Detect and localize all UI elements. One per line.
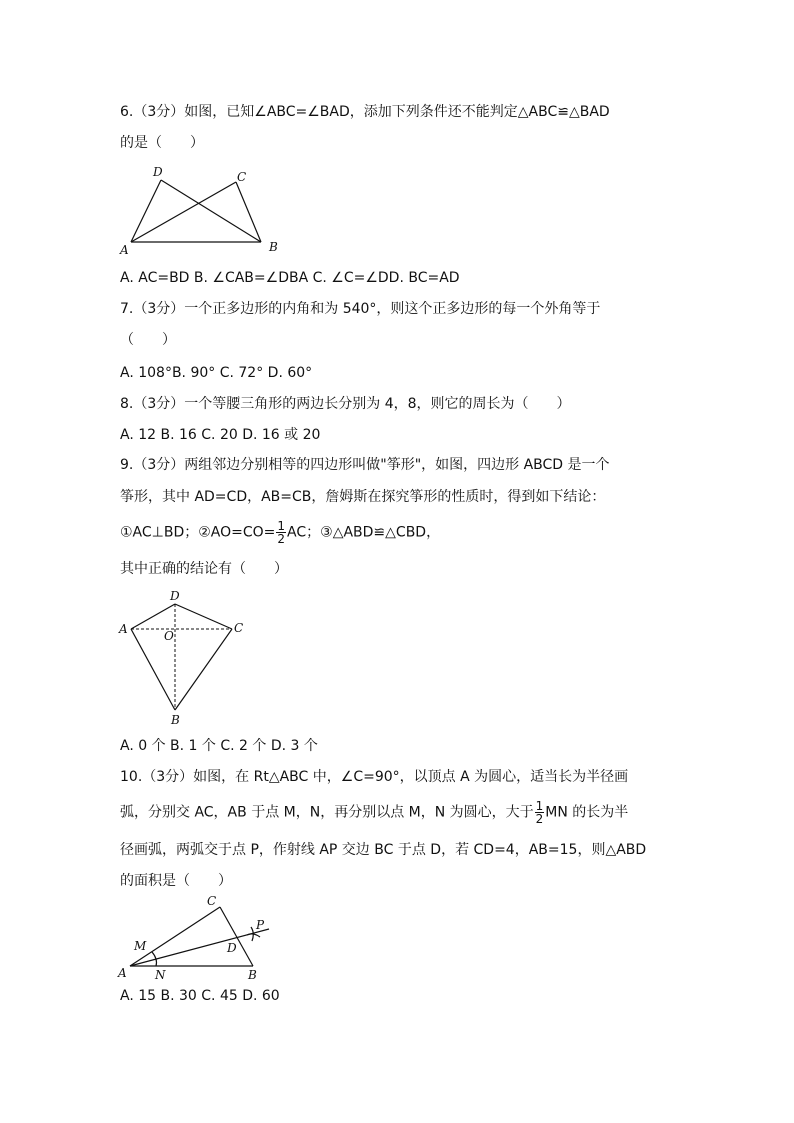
q10-label-d: D — [227, 941, 237, 955]
q9-label-d: D — [170, 589, 180, 603]
q9-conclusions-part1: ①AC⊥BD；②AO=CO= — [120, 524, 276, 541]
q9-stem-line1: 9.（3分）两组邻边分别相等的四边形叫做"筝形"，如图，四边形 ABCD 是一个 — [120, 457, 610, 473]
q6-stem-line2: 的是（ ） — [120, 135, 204, 151]
q10-stem-line3: 径画弧，两弧交于点 P，作射线 AP 交边 BC 于点 D，若 CD=4，AB=15，则△ABD — [120, 842, 647, 858]
q9-figure — [115, 587, 255, 727]
q6-label-d: D — [153, 165, 163, 179]
q10-stem-line1: 10.（3分）如图，在 Rt△ABC 中，∠C=90°，以顶点 A 为圆心，适当长为半径画 — [120, 769, 629, 785]
q10-label-c: C — [207, 894, 217, 908]
q6-label-c: C — [237, 170, 247, 184]
q10-label-a: A — [118, 966, 127, 980]
q9-stem-line4: 其中正确的结论有（ ） — [120, 561, 288, 577]
q10-stem-line2 — [120, 800, 628, 825]
q6-figure — [115, 163, 290, 258]
q10-label-n: N — [155, 968, 166, 982]
q10-label-b: B — [248, 968, 257, 982]
q10-stem-line4: 的面积是（ ） — [120, 873, 232, 889]
q10-figure — [115, 893, 280, 988]
q8-options: A. 12 B. 16 C. 20 D. 16 或 20 — [120, 427, 321, 443]
q10-fraction — [535, 800, 545, 825]
q9-frac-num: 1 — [277, 519, 286, 533]
q10-frac-den: 2 — [535, 812, 544, 826]
q8-stem: 8.（3分）一个等腰三角形的两边长分别为 4，8，则它的周长为（ ） — [120, 396, 571, 412]
q9-fraction — [276, 520, 286, 545]
q9-frac-den: 2 — [277, 532, 286, 546]
q10-frac-num: 1 — [535, 799, 544, 813]
q10-label-m: M — [134, 939, 147, 953]
q9-conclusions-part2: AC；③△ABD≌△CBD， — [287, 524, 441, 541]
q6-options: A. AC=BD B. ∠CAB=∠DBA C. ∠C=∠DD. BC=AD — [120, 270, 460, 286]
q7-stem-line2: （ ） — [120, 332, 176, 348]
q10-stem-line2-part1: 弧，分别交 AC，AB 于点 M，N，再分别以点 M，N 为圆心，大于 — [120, 804, 534, 821]
q6-stem-line1: 6.（3分）如图，已知∠ABC=∠BAD，添加下列条件还不能判定△ABC≌△BAD — [120, 104, 610, 120]
q6-label-b: B — [269, 240, 278, 254]
q9-label-c: C — [234, 621, 244, 635]
q9-stem-line2: 筝形，其中 AD=CD，AB=CB，詹姆斯在探究筝形的性质时，得到如下结论： — [120, 489, 606, 505]
q10-options: A. 15 B. 30 C. 45 D. 60 — [120, 988, 280, 1004]
q9-label-b: B — [171, 713, 180, 727]
q7-options: A. 108°B. 90° C. 72° D. 60° — [120, 365, 313, 381]
q7-stem-line1: 7.（3分）一个正多边形的内角和为 540°，则这个正多边形的每一个外角等于 — [120, 301, 601, 317]
q10-stem-line2-part2: MN 的长为半 — [545, 804, 629, 821]
q9-label-o: O — [164, 629, 174, 643]
q6-label-a: A — [120, 243, 129, 257]
q10-label-p: P — [256, 918, 265, 932]
q9-conclusions — [120, 520, 440, 545]
q9-label-a: A — [119, 622, 128, 636]
q9-options: A. 0 个 B. 1 个 C. 2 个 D. 3 个 — [120, 738, 318, 754]
